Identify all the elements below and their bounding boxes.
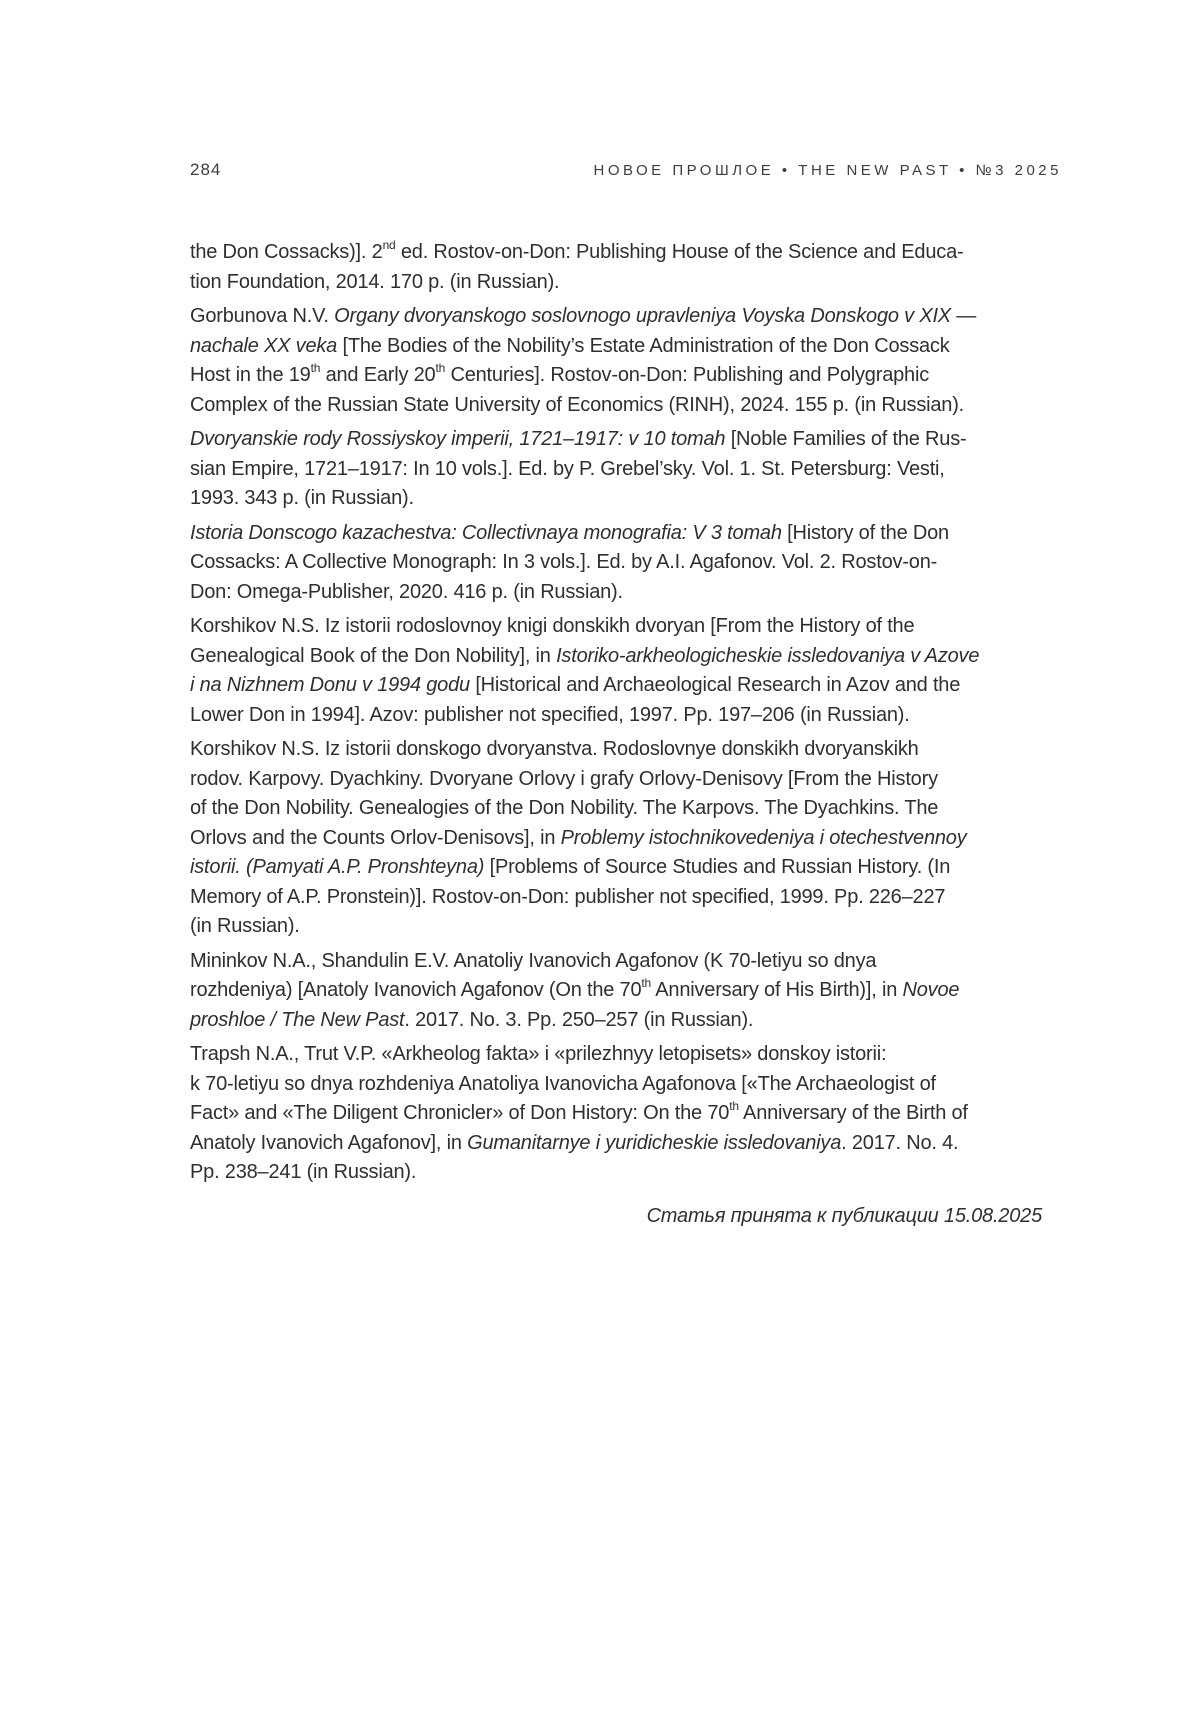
reference-line: Pp. 238–241 (in Russian). <box>190 1161 417 1183</box>
reference-line: tion Foundation, 2014. 170 p. (in Russian). <box>190 270 560 293</box>
reference-line: Don: Omega-Publisher, 2020. 416 p. (in Russian). <box>190 580 623 603</box>
reference-line: Memory of A.P. Pronstein)]. Rostov-on-Don: publisher not specified, 1999. Pp. 226–227 <box>190 885 946 908</box>
reference-line: Korshikov N.S. Iz istorii donskogo dvoryanstva. Rodoslovnye donskikh dvoryanskikh <box>190 738 919 760</box>
reference-line: proshloe / The New Past. 2017. No. 3. Pp. 250–257 (in Russian). <box>190 1008 754 1031</box>
reference-line: of the Don Nobility. Genealogies of the Don Nobility. The Karpovs. The Dyachkins. The <box>190 797 939 819</box>
reference-line: (in Russian). <box>190 915 300 937</box>
references-section <box>190 238 1042 1231</box>
acceptance-note: Статья принята к публикации 15.08.2025 <box>646 1204 1042 1227</box>
reference-line: Orlovs and the Counts Orlov-Denisovs], in Problemy istochnikovedeniya i otechestvennoy <box>190 826 967 849</box>
reference-entry <box>190 735 1042 942</box>
reference-entry <box>190 238 1042 297</box>
running-header <box>190 160 1062 180</box>
reference-line: Mininkov N.A., Shandulin E.V. Anatoliy Ivanovich Agafonov (K 70-letiyu so dnya <box>190 949 877 972</box>
reference-line: Fact» and «The Diligent Chronicler» of Don History: On the 70th Anniversary of the Birth of <box>190 1099 968 1124</box>
reference-entry <box>190 425 1042 514</box>
reference-line: rodov. Karpovy. Dyachkiny. Dvoryane Orlovy i grafy Orlovy-Denisovy [From the History <box>190 767 938 790</box>
reference-line: Complex of the Russian State University of Economics (RINH), 2024. 155 p. (in Russian). <box>190 393 965 416</box>
reference-line: Istoria Donscogo kazachestva: Collectivnaya monografia: V 3 tomah [History of the Don <box>190 521 949 544</box>
reference-line: 1993. 343 p. (in Russian). <box>190 487 414 509</box>
reference-entry <box>190 1040 1042 1188</box>
reference-line: Gorbunova N.V. Organy dvoryanskogo soslovnogo upravleniya Voyska Donskogo v XIX — <box>190 305 977 327</box>
reference-line: Cossacks: A Collective Monograph: In 3 vols.]. Ed. by A.I. Agafonov. Vol. 2. Rostov-on- <box>190 551 938 573</box>
reference-line: Anatoly Ivanovich Agafonov], in Gumanitarnye i yuridicheskie issledovaniya. 2017. No. 4. <box>190 1131 959 1154</box>
reference-line: k 70-letiyu so dnya rozhdeniya Anatoliya Ivanovicha Agafonova [«The Archaeologist of <box>190 1072 936 1095</box>
reference-line: i na Nizhnem Donu v 1994 godu [Historical and Archaeological Research in Azov and the <box>190 674 961 696</box>
reference-line: istorii. (Pamyati A.P. Pronshteyna) [Problems of Source Studies and Russian History. (In <box>190 856 951 878</box>
reference-line: rozhdeniya) [Anatoly Ivanovich Agafonov (On the 70th Anniversary of His Birth)], in Novoe <box>190 976 960 1001</box>
journal-title-header: НОВОЕ ПРОШЛОЕ • THE NEW PAST • №3 2025 <box>593 162 1062 179</box>
reference-line: sian Empire, 1721–1917: In 10 vols.]. Ed. by P. Grebel’sky. Vol. 1. St. Petersburg: Vesti, <box>190 457 945 480</box>
reference-line: Dvoryanskie rody Rossiyskoy imperii, 1721–1917: v 10 tomah [Noble Families of the Rus- <box>190 428 967 450</box>
reference-line: Korshikov N.S. Iz istorii rodoslovnoy knigi donskikh dvoryan [From the History of the <box>190 615 915 637</box>
page-number: 284 <box>190 160 222 179</box>
reference-line: nachale XX veka [The Bodies of the Nobility’s Estate Administration of the Don Cossack <box>190 334 950 357</box>
reference-line: Trapsh N.A., Trut V.P. «Arkheolog fakta» i «prilezhnyy letopisets» donskoy istorii: <box>190 1043 887 1065</box>
reference-entry <box>190 612 1042 730</box>
reference-line: Lower Don in 1994]. Azov: publisher not specified, 1997. Pp. 197–206 (in Russian). <box>190 703 910 726</box>
reference-line: Genealogical Book of the Don Nobility], in Istoriko-arkheologicheskie issledovaniya v Azove <box>190 644 980 667</box>
reference-entry <box>190 947 1042 1036</box>
reference-entry <box>190 302 1042 420</box>
reference-entry <box>190 519 1042 608</box>
reference-line: Host in the 19th and Early 20th Centuries]. Rostov-on-Don: Publishing and Polygraphic <box>190 361 930 386</box>
reference-line: the Don Cossacks)]. 2nd ed. Rostov-on-Don: Publishing House of the Science and Educa- <box>190 238 964 263</box>
references-list <box>190 238 1042 1188</box>
